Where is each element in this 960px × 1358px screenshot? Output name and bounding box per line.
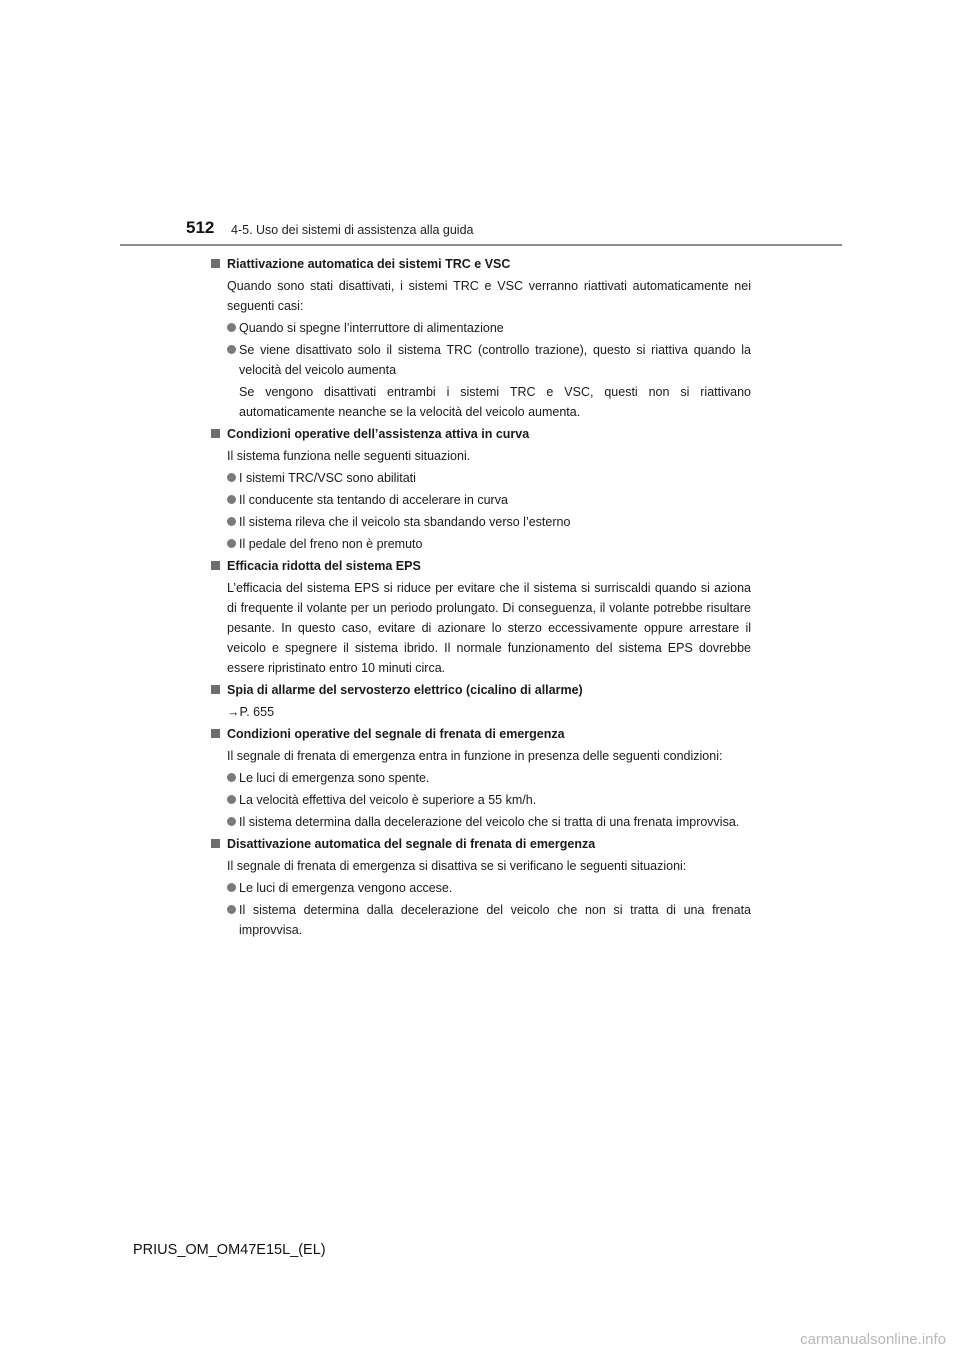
circle-bullet-icon — [227, 905, 236, 914]
square-bullet-icon — [211, 259, 220, 268]
section-heading — [211, 556, 751, 576]
section-heading-text: Disattivazione automatica del segnale di frenata di emergenza — [227, 837, 596, 851]
list-item — [211, 512, 751, 532]
section-heading-text: Riattivazione automatica dei sistemi TRC e VSC — [227, 257, 511, 271]
list-item — [211, 340, 751, 380]
section-intro: Il segnale di frenata di emergenza si disattiva se si verificano le seguenti situazioni: — [227, 859, 687, 873]
section-intro: Il segnale di frenata di emergenza entra in funzione in presenza delle seguenti condizioni: — [227, 749, 723, 763]
list-item — [211, 812, 751, 832]
section-cornering-assist — [211, 424, 751, 554]
circle-bullet-icon — [227, 539, 236, 548]
section-intro: L’efficacia del sistema EPS si riduce per evitare che il sistema si surriscaldi quando si aziona di frequente il volante per un periodo prolungato. Di conseguenza, il volante potrebbe risultare pesante. In questo caso, evitare di azionare lo sterzo eccessivamente oppure arrestare il veicolo e spegnere il sistema ibrido. Il normale funzionamento del sistema EPS dovrebbe essere ripristinato entro 10 minuti circa. — [227, 581, 751, 675]
list-item-text: Quando si spegne l’interruttore di alimentazione — [239, 321, 504, 335]
section-intro: Il sistema funziona nelle seguenti situazioni. — [227, 449, 471, 463]
section-heading-text: Spia di allarme del servosterzo elettrico (cicalino di allarme) — [227, 683, 583, 697]
list-item — [211, 768, 751, 788]
header-divider — [120, 244, 842, 246]
circle-bullet-icon — [227, 883, 236, 892]
list-item-text: Il sistema determina dalla decelerazione del veicolo che si tratta di una frenata improvvisa. — [239, 815, 740, 829]
list-item-text: I sistemi TRC/VSC sono abilitati — [239, 471, 416, 485]
page-number: 512 — [186, 218, 215, 237]
section-heading-text: Condizioni operative dell’assistenza attiva in curva — [227, 427, 530, 441]
circle-bullet-icon — [227, 773, 236, 782]
list-item-text: Il conducente sta tentando di accelerare in curva — [239, 493, 508, 507]
list-item-text: Il pedale del freno non è premuto — [239, 537, 423, 551]
watermark: carmanualsonline.info — [800, 1331, 946, 1348]
section-heading-text: Condizioni operative del segnale di frenata di emergenza — [227, 727, 565, 741]
section-heading — [211, 680, 751, 700]
square-bullet-icon — [211, 685, 220, 694]
section-trc-vsc-reactivation — [211, 254, 751, 422]
section-heading — [211, 424, 751, 444]
list-item-text: Il sistema determina dalla decelerazione del veicolo che non si tratta di una frenata improvvisa. — [239, 903, 751, 937]
circle-bullet-icon — [227, 795, 236, 804]
list-item — [211, 318, 751, 338]
square-bullet-icon — [211, 839, 220, 848]
footer-doc-code: PRIUS_OM_OM47E15L_(EL) — [133, 1242, 326, 1258]
section-eps-efficiency — [211, 556, 751, 678]
section-heading — [211, 834, 751, 854]
section-heading — [211, 724, 751, 744]
section-intro: Quando sono stati disattivati, i sistemi TRC e VSC verranno riattivati automaticamente nei seguenti casi: — [227, 279, 751, 313]
circle-bullet-icon — [227, 473, 236, 482]
square-bullet-icon — [211, 429, 220, 438]
section-emergency-brake-signal-deactivation — [211, 834, 751, 940]
circle-bullet-icon — [227, 817, 236, 826]
list-item-text: Il sistema rileva che il veicolo sta sbandando verso l’esterno — [239, 515, 571, 529]
square-bullet-icon — [211, 729, 220, 738]
section-heading — [211, 254, 751, 274]
circle-bullet-icon — [227, 517, 236, 526]
section-heading-text: Efficacia ridotta del sistema EPS — [227, 559, 421, 573]
list-item — [211, 900, 751, 940]
section-eps-warning-light — [211, 680, 751, 722]
list-item — [211, 490, 751, 510]
list-item-text: Le luci di emergenza sono spente. — [239, 771, 430, 785]
circle-bullet-icon — [227, 323, 236, 332]
page-reference: →P. 655 — [227, 705, 275, 719]
list-item-text: Le luci di emergenza vengono accese. — [239, 881, 453, 895]
square-bullet-icon — [211, 561, 220, 570]
list-item — [211, 468, 751, 488]
list-item-text: La velocità effettiva del veicolo è superiore a 55 km/h. — [239, 793, 537, 807]
section-emergency-brake-signal-conditions — [211, 724, 751, 832]
list-item — [211, 790, 751, 810]
page-content — [211, 254, 751, 942]
list-item-text: Se viene disattivato solo il sistema TRC (controllo trazione), questo si riattiva quando la velocità del veicolo aumenta — [239, 343, 751, 377]
list-item-continuation: Se vengono disattivati entrambi i sistemi TRC e VSC, questi non si riattivano automaticamente neanche se la velocità del veicolo aumenta. — [239, 385, 751, 419]
list-item — [211, 878, 751, 898]
circle-bullet-icon — [227, 345, 236, 354]
list-item — [211, 534, 751, 554]
chapter-title: 4-5. Uso dei sistemi di assistenza alla guida — [231, 223, 474, 237]
circle-bullet-icon — [227, 495, 236, 504]
